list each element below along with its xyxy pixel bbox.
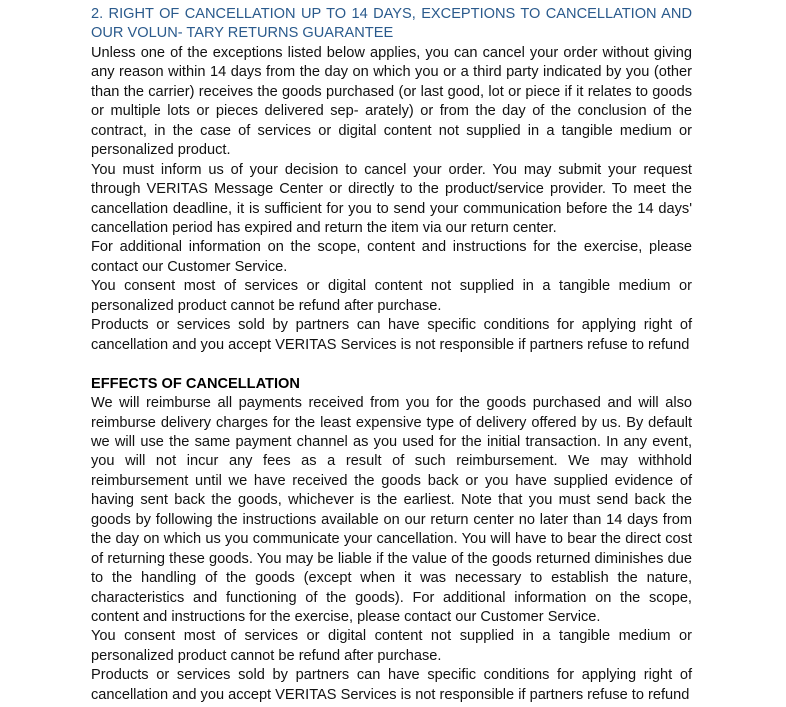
terms-document bbox=[91, 5, 692, 705]
section-2-paragraph-5: Products or services sold by partners can have specific conditions for applying right of cancellation and you accept VERITAS Services is not responsible if partners refuse to refund bbox=[91, 317, 692, 353]
effects-paragraph-3: Products or services sold by partners can have specific conditions for applying right of cancellation and you accept VERITAS Services is not responsible if partners refuse to refund bbox=[91, 667, 692, 703]
section-2-paragraph-3: For additional information on the scope, content and instructions for the exercise, please contact our Customer Service. bbox=[91, 239, 692, 275]
section-2-paragraph-2: You must inform us of your decision to cancel your order. You may submit your request through VERITAS Message Center or directly to the product/service provider. To meet the cancellation deadline, it is sufficient for you to send your communication before the 14 days' cancellation period has expired and return the item via our return center. bbox=[91, 161, 692, 236]
effects-paragraph-2: You consent most of services or digital content not supplied in a tangible medium or personalized product cannot be refund after purchase. bbox=[91, 628, 692, 664]
section-spacer bbox=[91, 355, 692, 374]
section-2-paragraph-4: You consent most of services or digital content not supplied in a tangible medium or personalized product cannot be refund after purchase. bbox=[91, 278, 692, 314]
section-2-title: 2. RIGHT OF CANCELLATION UP TO 14 DAYS, EXCEPTIONS TO CANCELLATION AND OUR VOLUN- TARY RETURNS GUARANTEE bbox=[91, 6, 692, 42]
section-2-paragraph-1: Unless one of the exceptions listed below applies, you can cancel your order without giving any reason within 14 days from the day on which you or a third party indicated by you (other than the carrier) receives the goods purchased (or last good, lot or piece if it relates to goods or multiple lots or pieces delivered sep- arately) or from the day of the conclusion of the contract, in the case of services or digital content not supplied in a tangible medium or personalized product. bbox=[91, 44, 692, 159]
effects-of-cancellation-title: EFFECTS OF CANCELLATION bbox=[91, 375, 300, 392]
effects-paragraph-1: We will reimburse all payments received from you for the goods purchased and will also reimburse delivery charges for the least expensive type of delivery offered by us. By default we will use the same payment channel as you used for the initial transaction. In any event, you will not incur any fees as a result of such reimbursement. We may withhold reimbursement until we have received the goods back or you have supplied evidence of having sent back the goods, whichever is the earliest. Note that you must send back the goods by following the instructions available on our return center no later than 14 days from the day on which us you communicate your cancellation. You will have to bear the direct cost of returning these goods. You may be liable if the value of the goods returned diminishes due to the handling of the goods (except when it was necessary to establish the nature, characteristics and functioning of the goods). For additional information on the scope, content and instructions for the exercise, please contact our Customer Service. bbox=[91, 395, 692, 626]
